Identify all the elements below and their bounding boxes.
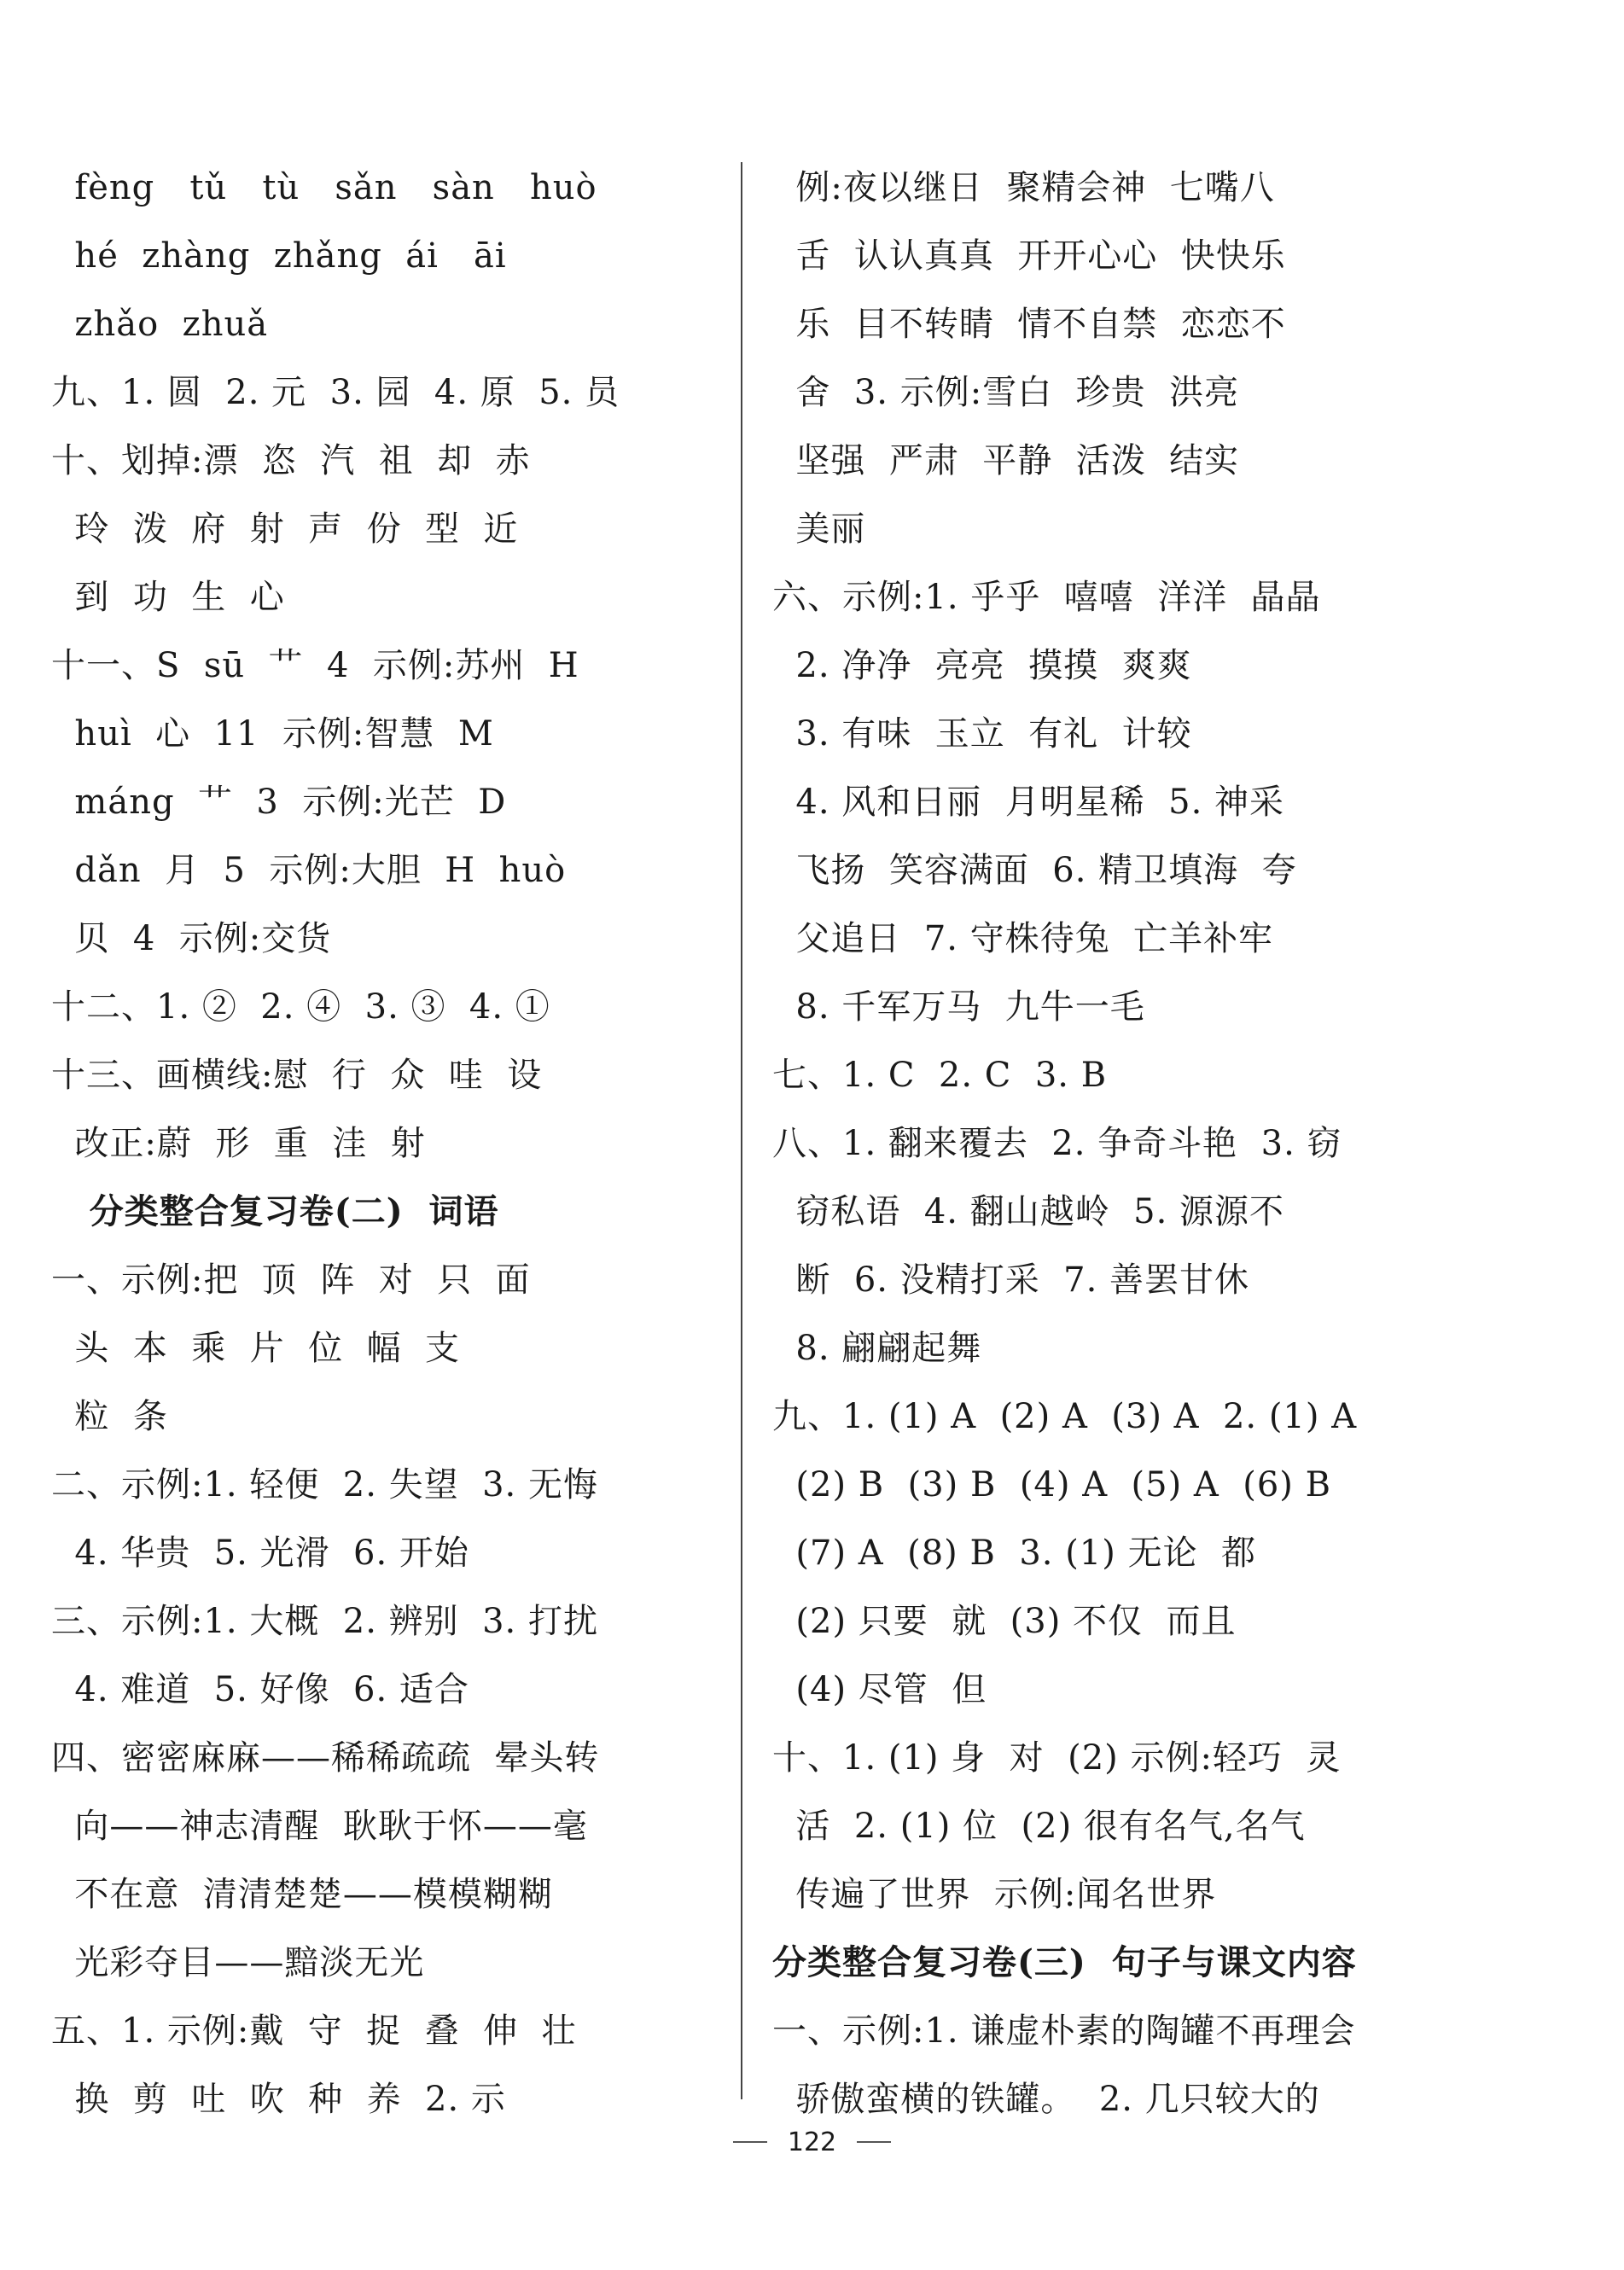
right-line-18: 8. 翩翩起舞 (772, 1329, 982, 1368)
left-line-19: 粒 条 (51, 1397, 168, 1436)
right-line-21: (7) A (8) B 3. (1) 无论 都 (772, 1534, 1257, 1573)
section-heading-3: 分类整合复习卷(三) 句子与课文内容 (772, 1942, 1357, 1982)
left-line-26: 不在意 清清楚楚——模模糊糊 (51, 1875, 553, 1914)
left-line-24: 四、密密麻麻——稀稀疏疏 晕头转 (51, 1738, 600, 1778)
right-line-28: 一、示例:1. 谦虚朴素的陶罐不再理会 (772, 2011, 1356, 2051)
right-line-8: 2. 净净 亮亮 摸摸 爽爽 (772, 646, 1192, 685)
left-line-4: 九、1. 圆 2. 元 3. 园 4. 原 5. 员 (51, 373, 620, 412)
right-line-15: 八、1. 翻来覆去 2. 争奇斗艳 3. 窃 (772, 1124, 1342, 1163)
right-line-17: 断 6. 没精打采 7. 善罢甘休 (772, 1260, 1250, 1300)
right-line-7: 六、示例:1. 乎乎 嘻嘻 洋洋 晶晶 (772, 578, 1321, 617)
left-line-11: dǎn 月 5 示例:大胆 H huò (51, 851, 567, 890)
left-line-17: 一、示例:把 顶 阵 对 只 面 (51, 1260, 531, 1300)
left-line-1: fèng tǔ tù sǎn sàn huò (51, 168, 597, 207)
left-line-15: 改正:蔚 形 重 洼 射 (51, 1124, 426, 1163)
page-number: 122 (787, 2127, 837, 2157)
left-line-22: 三、示例:1. 大概 2. 辨别 3. 打扰 (51, 1602, 598, 1641)
left-line-20: 二、示例:1. 轻便 2. 失望 3. 无悔 (51, 1465, 598, 1505)
right-line-2: 舌 认认真真 开开心心 快快乐 (772, 236, 1286, 276)
right-line-5: 坚强 严肃 平静 活泼 结实 (772, 441, 1240, 480)
right-line-6: 美丽 (772, 509, 866, 549)
right-line-26: 传遍了世界 示例:闻名世界 (772, 1875, 1217, 1914)
right-line-4: 舍 3. 示例:雪白 珍贵 洪亮 (772, 373, 1240, 412)
left-column (51, 154, 734, 2133)
right-line-19: 九、1. (1) A (2) A (3) A 2. (1) A (772, 1397, 1358, 1436)
right-line-20: (2) B (3) B (4) A (5) A (6) B (772, 1465, 1331, 1505)
left-line-21: 4. 华贵 5. 光滑 6. 开始 (51, 1534, 469, 1573)
left-line-29: 换 剪 吐 吹 种 养 2. 示 (51, 2080, 506, 2119)
left-line-2: hé zhàng zhǎng ái āi (51, 236, 507, 276)
page-footer (0, 2125, 1624, 2159)
left-line-3: zhǎo zhuǎ (51, 305, 269, 344)
left-line-12: 贝 4 示例:交货 (51, 919, 332, 958)
right-line-13: 8. 千军万马 九牛一毛 (772, 987, 1145, 1027)
right-line-24: 十、1. (1) 身 对 (2) 示例:轻巧 灵 (772, 1738, 1342, 1778)
left-line-18: 头 本 乘 片 位 幅 支 (51, 1329, 461, 1368)
section-heading-2: 分类整合复习卷(二) 词语 (51, 1191, 499, 1231)
left-line-23: 4. 难道 5. 好像 6. 适合 (51, 1670, 469, 1709)
right-line-23: (4) 尽管 但 (772, 1670, 987, 1709)
footer-dash-left (733, 2141, 767, 2143)
right-line-12: 父追日 7. 守株待兔 亡羊补牢 (772, 919, 1274, 958)
right-line-22: (2) 只要 就 (3) 不仅 而且 (772, 1602, 1237, 1641)
left-line-7: 到 功 生 心 (51, 578, 285, 617)
right-line-3: 乐 目不转睛 情不自禁 恋恋不 (772, 305, 1286, 344)
footer-dash-right (857, 2141, 891, 2143)
right-line-16: 窃私语 4. 翻山越岭 5. 源源不 (772, 1192, 1285, 1231)
right-line-1: 例:夜以继日 聚精会神 七嘴八 (772, 168, 1275, 207)
right-column (772, 154, 1455, 2133)
left-line-13: 十二、1. ② 2. ④ 3. ③ 4. ① (51, 987, 550, 1027)
left-line-9: huì 心 11 示例:智慧 M (51, 714, 494, 754)
left-line-5: 十、划掉:漂 恣 汽 祖 却 赤 (51, 441, 531, 480)
right-line-9: 3. 有味 玉立 有礼 计较 (772, 714, 1192, 754)
left-line-27: 光彩夺目——黯淡无光 (51, 1943, 425, 1982)
left-line-6: 玲 泼 府 射 声 份 型 近 (51, 509, 519, 549)
right-line-25: 活 2. (1) 位 (2) 很有名气,名气 (772, 1807, 1306, 1846)
left-line-28: 五、1. 示例:戴 守 捉 叠 伸 壮 (51, 2011, 577, 2051)
right-line-14: 七、1. C 2. C 3. B (772, 1056, 1108, 1095)
left-line-8: 十一、S sū 艹 4 示例:苏州 H (51, 646, 579, 685)
right-line-10: 4. 风和日丽 月明星稀 5. 神采 (772, 783, 1285, 822)
right-line-11: 飞扬 笑容满面 6. 精卫填海 夸 (772, 851, 1297, 890)
left-line-10: máng 艹 3 示例:光芒 D (51, 783, 507, 822)
right-line-29: 骄傲蛮横的铁罐。 2. 几只较大的 (772, 2080, 1320, 2119)
left-line-14: 十三、画横线:慰 行 众 哇 设 (51, 1056, 543, 1095)
left-line-25: 向——神志清醒 耿耿于怀——毫 (51, 1807, 588, 1846)
column-divider (741, 162, 742, 2099)
